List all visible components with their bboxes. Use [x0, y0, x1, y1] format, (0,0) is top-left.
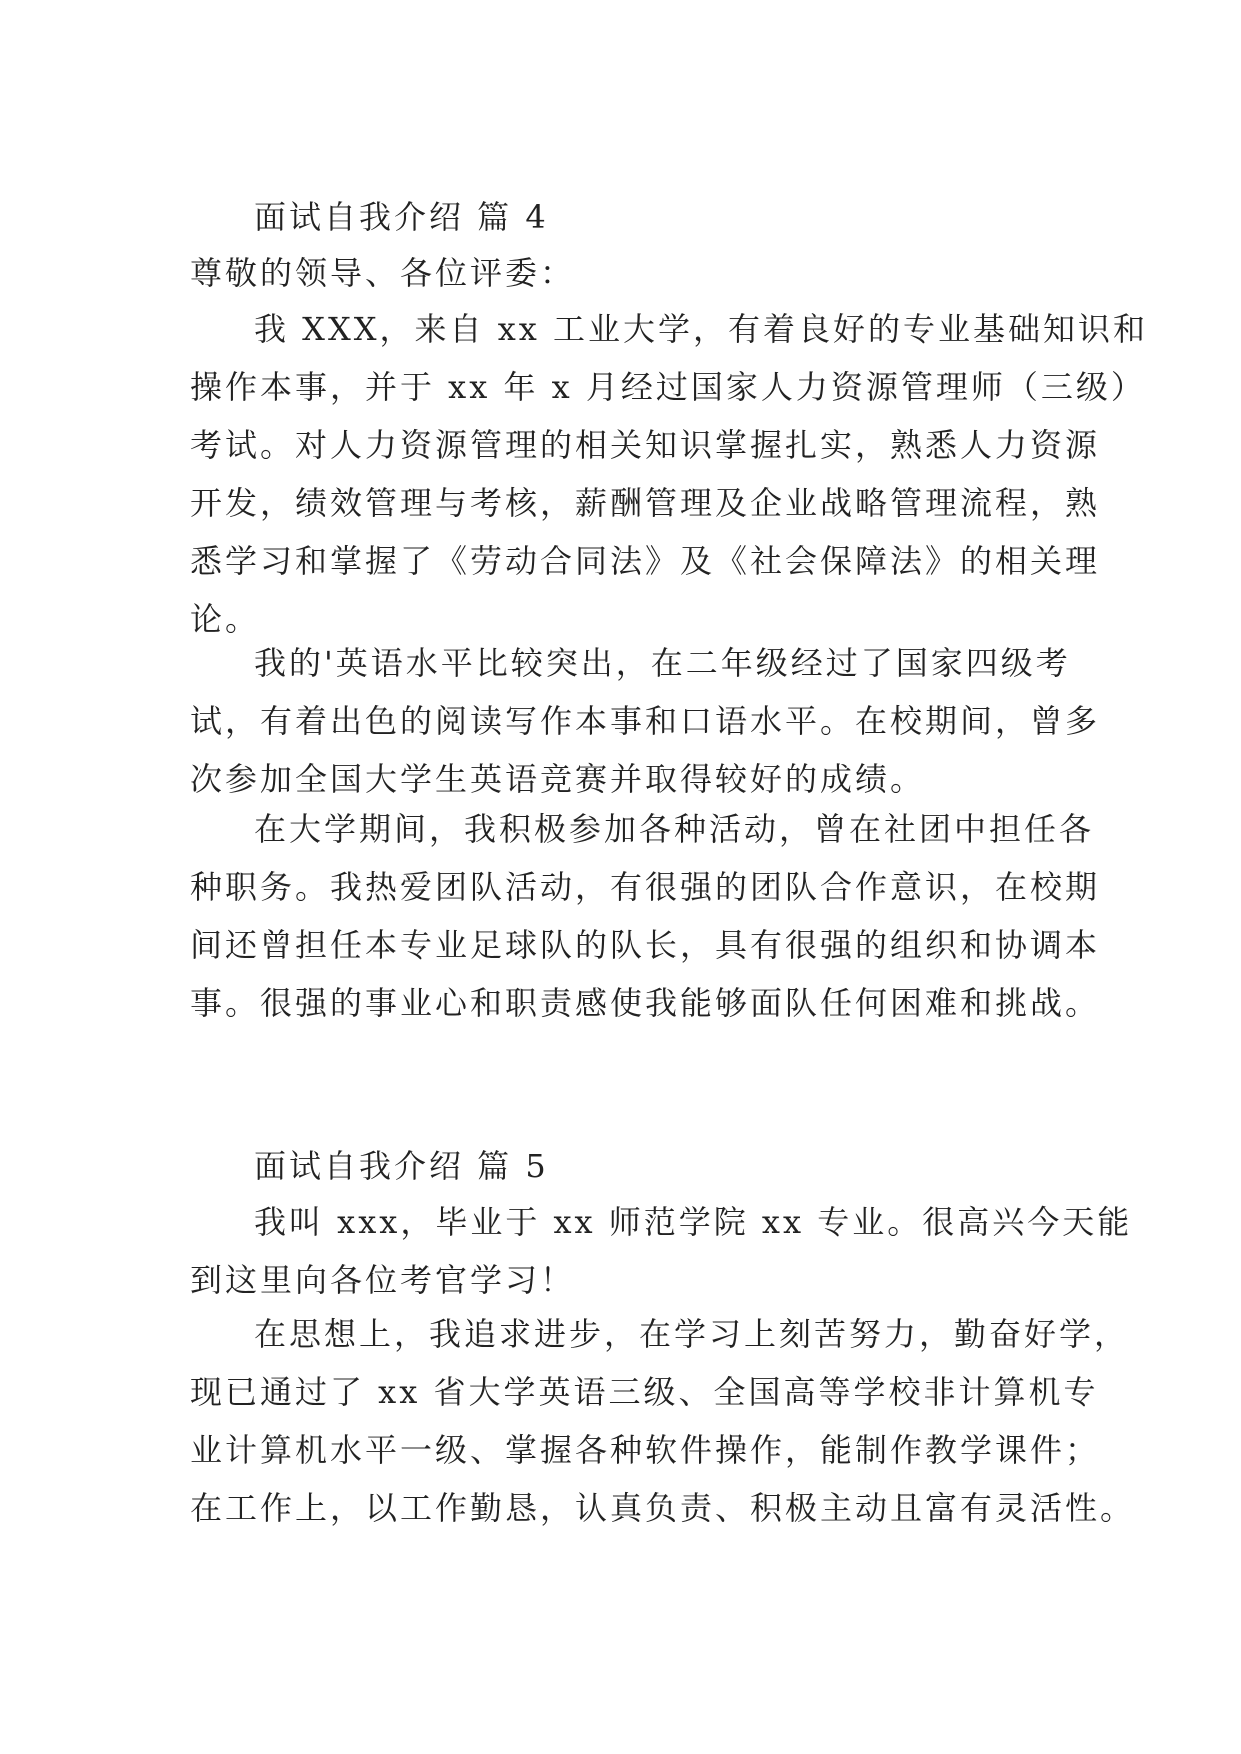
paragraph-line: 操作本事，并于 xx 年 x 月经过国家人力资源管理师（三级） — [190, 368, 1146, 406]
section-4-paragraph-3 — [190, 800, 1101, 1032]
paragraph-line: 论。 — [190, 600, 261, 638]
paragraph-line: 次参加全国大学生英语竞赛并取得较好的成绩。 — [190, 760, 926, 798]
paragraph-line: 在大学期间，我积极参加各种活动，曾在社团中担任各 — [254, 810, 1095, 848]
paragraph-line: 在工作上，以工作勤恳，认真负责、积极主动且富有灵活性。 — [190, 1489, 1136, 1527]
paragraph-line: 我 XXX，来自 xx 工业大学，有着良好的专业基础知识和 — [254, 310, 1148, 348]
section-4-paragraph-1 — [190, 300, 1148, 648]
section-5-paragraph-2 — [190, 1305, 1136, 1537]
paragraph-line: 悉学习和掌握了《劳动合同法》及《社会保障法》的相关理 — [190, 542, 1101, 580]
paragraph-line: 在思想上，我追求进步，在学习上刻苦努力，勤奋好学， — [254, 1315, 1130, 1353]
section-4-salutation-block — [190, 244, 1070, 302]
paragraph-line: 我叫 xxx，毕业于 xx 师范学院 xx 专业。很高兴今天能 — [254, 1203, 1133, 1241]
section-5-heading: 面试自我介绍 篇 5 — [254, 1147, 549, 1185]
paragraph-line: 考试。对人力资源管理的相关知识掌握扎实，熟悉人力资源 — [190, 426, 1101, 464]
salutation: 尊敬的领导、各位评委： — [190, 254, 576, 292]
section-4-heading: 面试自我介绍 篇 4 — [254, 198, 549, 236]
paragraph-line: 事。很强的事业心和职责感使我能够面队任何困难和挑战。 — [190, 984, 1101, 1022]
paragraph-line: 种职务。我热爱团队活动，有很强的团队合作意识，在校期 — [190, 868, 1101, 906]
section-4-paragraph-2 — [190, 634, 1101, 808]
paragraph-line: 开发，绩效管理与考核，薪酬管理及企业战略管理流程，熟 — [190, 484, 1101, 522]
section-5-paragraph-1 — [190, 1193, 1133, 1309]
paragraph-line: 到这里向各位考官学习！ — [190, 1261, 576, 1299]
paragraph-line: 现已通过了 xx 省大学英语三级、全国高等学校非计算机专 — [190, 1373, 1099, 1411]
paragraph-line: 试，有着出色的阅读写作本事和口语水平。在校期间，曾多 — [190, 702, 1101, 740]
paragraph-line: 我的'英语水平比较突出，在二年级经过了国家四级考 — [254, 644, 1071, 682]
paragraph-line: 间还曾担任本专业足球队的队长，具有很强的组织和协调本 — [190, 926, 1101, 964]
paragraph-line: 业计算机水平一级、掌握各种软件操作，能制作教学课件； — [190, 1431, 1101, 1469]
